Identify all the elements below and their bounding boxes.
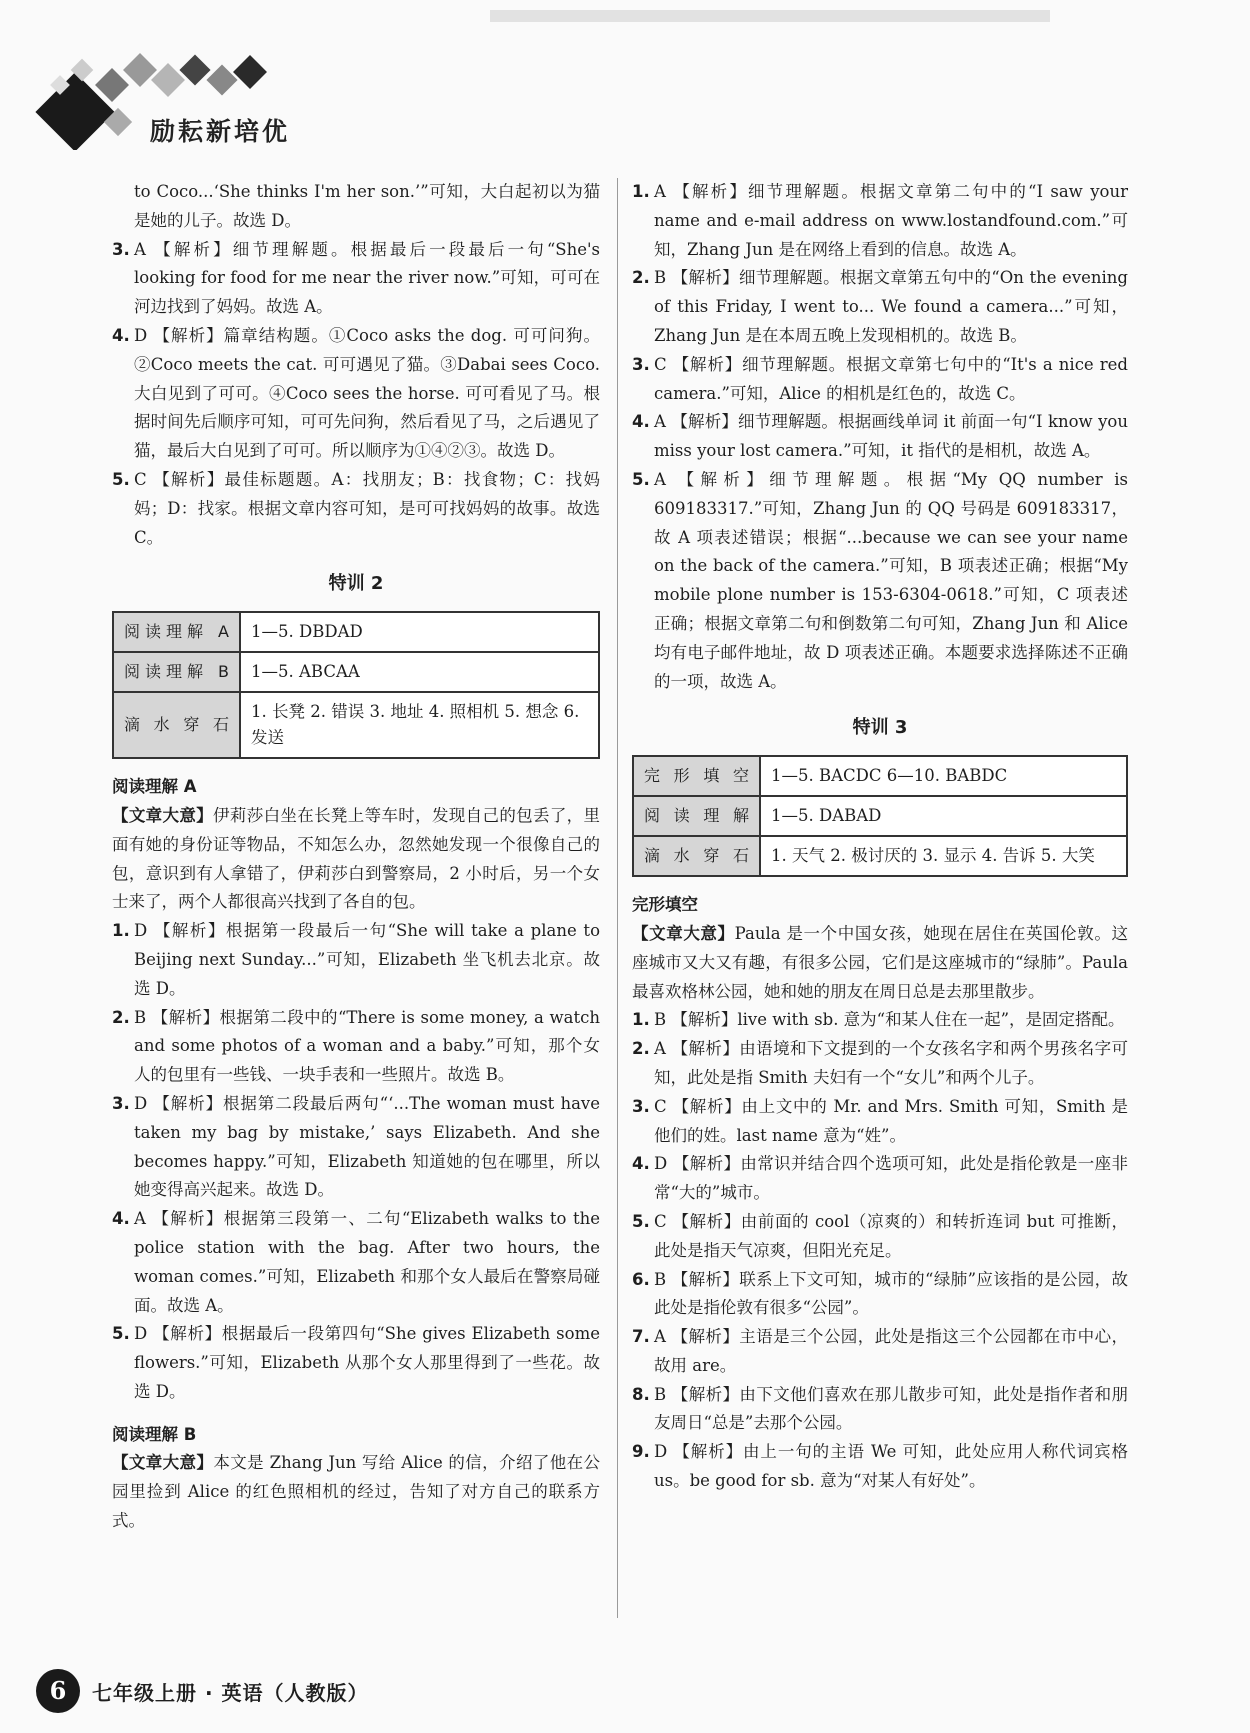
table-row bbox=[113, 652, 599, 692]
summary-tag: 【文章大意】 bbox=[112, 805, 214, 825]
table-value: 1. 长凳 2. 错误 3. 地址 4. 照相机 5. 想念 6. 发送 bbox=[240, 692, 599, 758]
page-footer bbox=[0, 1665, 1250, 1725]
item-number: 4. bbox=[632, 412, 650, 432]
item-number: 3. bbox=[632, 1096, 650, 1116]
item-text: D 【解析】由常识并结合四个选项可知，此处是指伦敦是一座非常“大的”城市。 bbox=[654, 1154, 1128, 1203]
reading-a-summary bbox=[112, 802, 600, 917]
answer-item bbox=[632, 1208, 1128, 1266]
item-number: 2. bbox=[632, 1039, 650, 1059]
item-number: 1. bbox=[112, 921, 130, 941]
item-text: B 【解析】由下文他们喜欢在那儿散步可知，此处是指作者和朋友周日“总是”去那个公园。 bbox=[654, 1384, 1128, 1433]
answer-item bbox=[632, 178, 1128, 264]
right-column bbox=[632, 178, 1128, 1496]
footer-title: 七年级上册 · 英语（人教版） bbox=[92, 1681, 369, 1705]
item-number: 1. bbox=[632, 182, 650, 201]
page-number: 6 bbox=[36, 1669, 80, 1713]
item-number: 3. bbox=[632, 354, 650, 374]
item-text: B 【解析】联系上下文可知，城市的“绿肺”应该指的是公园，故此处是指伦敦有很多“公园”。 bbox=[654, 1269, 1128, 1318]
item-number: 1. bbox=[632, 1010, 650, 1030]
item-text: A 【解析】主语是三个公园，此处是指这三个公园都在市中心，故用 are。 bbox=[654, 1327, 1128, 1375]
answer-item bbox=[632, 408, 1128, 466]
answer-item bbox=[632, 1006, 1128, 1035]
left-column bbox=[112, 178, 600, 1536]
table-row bbox=[113, 692, 599, 758]
brand-title: 励耘新培优 bbox=[150, 117, 291, 146]
item-text: C 【解析】由前面的 cool（凉爽的）和转折连词 but 可推断，此处是指天气凉爽，但阳光充足。 bbox=[654, 1211, 1128, 1260]
answer-item bbox=[112, 322, 600, 466]
page-header bbox=[0, 0, 1250, 170]
item-number: 4. bbox=[112, 1209, 130, 1229]
answer-item bbox=[112, 1205, 600, 1320]
table-label: 滴水穿石 bbox=[113, 692, 240, 758]
column-divider bbox=[617, 178, 618, 1618]
table-value: 1—5. DBDAD bbox=[240, 612, 599, 652]
item-text: C 【解析】最佳标题题。A：找朋友；B：找食物；C：找妈妈；D：找家。根据文章内容可知，是可可找妈妈的故事。故选 C。 bbox=[134, 469, 600, 547]
item-number: 9. bbox=[632, 1442, 650, 1462]
summary-text: 伊莉莎白坐在长凳上等车时，发现自己的包丢了，里面有她的身份证等物品，不知怎么办，忽然她发现一个很像自己的包，意识到有人拿错了，伊莉莎白到警察局，2 小时后，另一个女士来了，两个人都很高兴找到了各自的包。 bbox=[112, 805, 601, 912]
summary-text: 本文是 Zhang Jun 写给 Alice 的信，介绍了他在公园里捡到 Alice 的红色照相机的经过，告知了对方自己的联系方式。 bbox=[112, 1453, 600, 1531]
table-label: 阅读理解 B bbox=[113, 652, 240, 692]
answer-item bbox=[632, 1035, 1128, 1093]
table-label: 阅读理解 A bbox=[113, 612, 240, 652]
answer-item bbox=[112, 1004, 600, 1090]
item-number: 5. bbox=[632, 1211, 650, 1231]
item-number: 5. bbox=[112, 1324, 130, 1344]
item-text: D 【解析】篇章结构题。①Coco asks the dog. 可可问狗。②Coco meets the cat. 可可遇见了猫。③Dabai sees Coco. 大白见到了可可。④Coco sees the horse. 可可看见了马。根据时间先后顺序可知，可可先问狗，然后看见了马，之后遇见了猫，最后大白见到了可可。所以顺序为①④②③。故选 D。 bbox=[134, 325, 600, 461]
table-label: 完形填空 bbox=[633, 756, 760, 796]
item-number: 5. bbox=[632, 469, 650, 489]
item-text: B 【解析】live with sb. 意为“和某人住在一起”，是固定搭配。 bbox=[654, 1010, 1125, 1030]
answer-item bbox=[632, 351, 1128, 409]
answer-item bbox=[632, 466, 1128, 696]
answer-item bbox=[632, 1381, 1128, 1439]
item-number: 6. bbox=[632, 1269, 650, 1289]
item-text: A 【解析】根据第三段第一、二句“Elizabeth walks to the police station with the bag. After two hours, the woman comes.”可知，Elizabeth 和那个女人最后在警察局碰面。故选 A。 bbox=[134, 1209, 600, 1315]
item-text: A 【解析】细节理解题。根据画线单词 it 前面一句“I know you miss your lost camera.”可知，it 指代的是相机，故选 A。 bbox=[654, 412, 1128, 461]
lead-paragraph: to Coco...‘She thinks I'm her son.’”可知，大白起初以为猫是她的儿子。故选 D。 bbox=[134, 182, 600, 230]
item-number: 3. bbox=[112, 239, 130, 259]
answer-item bbox=[632, 1266, 1128, 1324]
table-value: 1—5. ABCAA bbox=[240, 652, 599, 692]
section-title-2: 特训 2 bbox=[328, 573, 384, 595]
header-stripe bbox=[490, 10, 1050, 22]
item-text: A 【解析】细节理解题。根据文章第二句中的“I saw your name and e-mail address on www.lostandfound.com.”可知，Zhang Jun 是在网络上看到的信息。故选 A。 bbox=[654, 182, 1128, 259]
cloze-heading: 完形填空 bbox=[632, 895, 698, 915]
summary-text: Paula 是一个中国女孩，她现在居住在英国伦敦。这座城市又大又有趣，有很多公园，它们是这座城市的“绿肺”。Paula 最喜欢格林公园，她和她的朋友在周日总是去那里散步。 bbox=[632, 923, 1129, 1001]
table-label: 阅读理解 bbox=[633, 796, 760, 836]
table-value: 1—5. DABAD bbox=[760, 796, 1127, 836]
item-number: 5. bbox=[112, 469, 130, 489]
answer-item bbox=[112, 917, 600, 1003]
item-text: A 【解析】细节理解题。根据“My QQ number is 609183317.”可知，Zhang Jun 的 QQ 号码是 609183317，故 A 项表述错误；根据“...because we can see your name on the back of the camera.”可知，B 项表述正确；根据“My mobile plone number is 153-6304-0618.”可知，C 项表述正确；根据文章第二句和倒数第二句可知，Zhang Jun 和 Alice 均有电子邮件地址，故 D 项表述正确。本题要求选择陈述不正确的一项，故选 A。 bbox=[654, 469, 1128, 691]
answer-item bbox=[632, 1093, 1128, 1151]
item-text: D 【解析】根据第一段最后一句“She will take a plane to Beijing next Sunday...”可知，Elizabeth 坐飞机去北京。故选 D。 bbox=[134, 921, 600, 998]
table-value: 1—5. BACDC 6—10. BABDC bbox=[760, 756, 1127, 796]
item-text: A 【解析】细节理解题。根据最后一段最后一句“She's looking for food for me near the river now.”可知，可可在河边找到了妈妈。故选 A。 bbox=[134, 239, 600, 317]
answer-table-2 bbox=[112, 611, 600, 759]
table-row bbox=[633, 796, 1127, 836]
table-value: 1. 天气 2. 极讨厌的 3. 显示 4. 告诉 5. 大笑 bbox=[760, 836, 1127, 876]
item-number: 4. bbox=[632, 1154, 650, 1174]
item-text: D 【解析】根据第二段最后两句“‘...The woman must have taken my bag by mistake,’ says Elizabeth. And she becomes happy.”可知，Elizabeth 知道她的包在哪里，所以她变得高兴起来。故选 D。 bbox=[134, 1093, 600, 1200]
item-text: D 【解析】由上一句的主语 We 可知，此处应用人称代词宾格 us。be good for sb. 意为“对某人有好处”。 bbox=[654, 1442, 1128, 1491]
answer-item bbox=[112, 466, 600, 552]
item-text: B 【解析】根据第二段中的“There is some money, a watch and some photos of a woman and a baby.”可知，那个女人的包里有一些钱、一块手表和一些照片。故选 B。 bbox=[134, 1007, 600, 1085]
item-text: D 【解析】根据最后一段第四句“She gives Elizabeth some flowers.”可知，Elizabeth 从那个女人那里得到了一些花。故选 D。 bbox=[134, 1324, 600, 1401]
answer-item bbox=[632, 1323, 1128, 1381]
item-number: 2. bbox=[112, 1007, 130, 1027]
cloze-summary bbox=[632, 920, 1128, 1006]
item-number: 7. bbox=[632, 1327, 650, 1347]
table-row bbox=[633, 836, 1127, 876]
reading-a-heading: 阅读理解 A bbox=[112, 777, 197, 797]
answer-item bbox=[112, 1320, 600, 1406]
item-number: 2. bbox=[632, 268, 650, 288]
item-text: C 【解析】细节理解题。根据文章第七句中的“It's a nice red camera.”可知，Alice 的相机是红色的，故选 C。 bbox=[654, 354, 1128, 403]
answer-item bbox=[632, 1150, 1128, 1208]
answer-table-3 bbox=[632, 755, 1128, 877]
answer-item bbox=[112, 1090, 600, 1205]
summary-tag: 【文章大意】 bbox=[632, 923, 735, 943]
item-number: 8. bbox=[632, 1384, 650, 1404]
table-row bbox=[633, 756, 1127, 796]
reading-b-summary bbox=[112, 1449, 600, 1535]
answer-item bbox=[632, 1438, 1128, 1496]
section-title-3: 特训 3 bbox=[852, 717, 908, 739]
item-text: C 【解析】由上文中的 Mr. and Mrs. Smith 可知，Smith 是他们的姓。last name 意为“姓”。 bbox=[654, 1096, 1128, 1145]
item-number: 3. bbox=[112, 1093, 130, 1113]
table-row bbox=[113, 612, 599, 652]
item-text: A 【解析】由语境和下文提到的一个女孩名字和两个男孩名字可知，此处是指 Smith 夫妇有一个“女儿”和两个儿子。 bbox=[654, 1039, 1128, 1087]
table-label: 滴水穿石 bbox=[633, 836, 760, 876]
answer-item bbox=[632, 264, 1128, 350]
answer-item bbox=[112, 236, 600, 322]
item-number: 4. bbox=[112, 325, 130, 345]
reading-b-heading: 阅读理解 B bbox=[112, 1424, 197, 1444]
summary-tag: 【文章大意】 bbox=[112, 1453, 214, 1473]
item-text: B 【解析】细节理解题。根据文章第五句中的“On the evening of this Friday, I went to... We found a camera...”可知，Zhang Jun 是在本周五晚上发现相机的。故选 B。 bbox=[654, 268, 1128, 345]
